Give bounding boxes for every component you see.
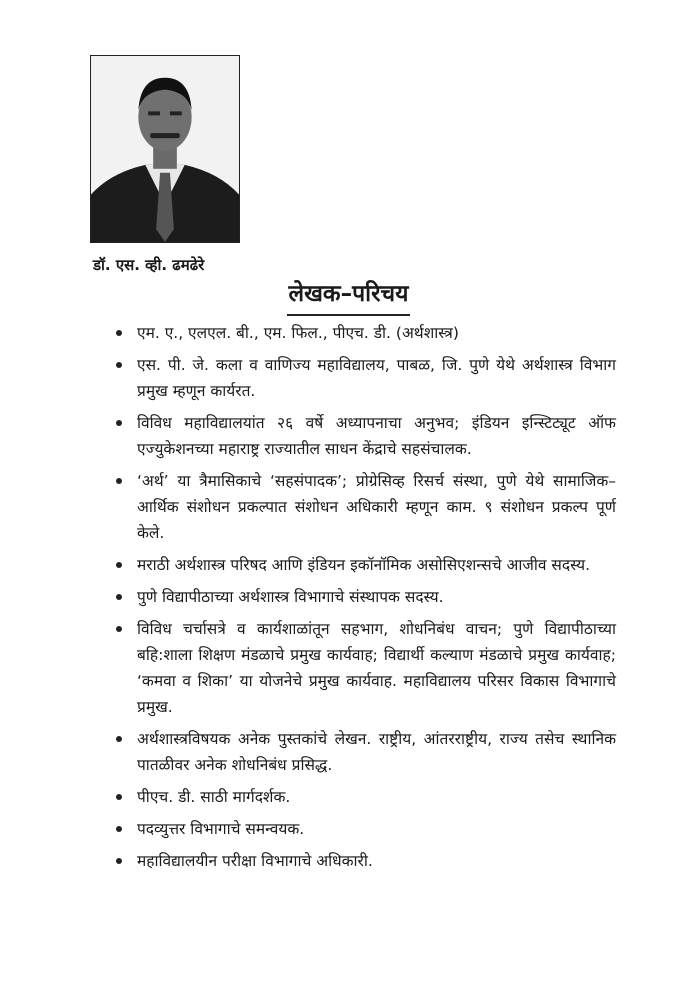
page-title: लेखक–परिचय [0, 276, 699, 316]
list-item: मराठी अर्थशास्त्र परिषद आणि इंडियन इकॉनॉमिक असोसिएशन्सचे आजीव सदस्य. [114, 552, 616, 578]
author-photo [90, 55, 240, 243]
list-item: पुणे विद्यापीठाच्या अर्थशास्त्र विभागाचे संस्थापक सदस्य. [114, 584, 616, 610]
list-item: अर्थशास्त्रविषयक अनेक पुस्तकांचे लेखन. राष्ट्रीय, आंतरराष्ट्रीय, राज्य तसेच स्थानिक पातळीवर अनेक शोधनिबंध प्रसिद्ध. [114, 726, 616, 778]
list-item: विविध चर्चासत्रे व कार्यशाळांतून सहभाग, शोधनिबंध वाचन; पुणे विद्यापीठाच्या बहि:शाला शिक्षण मंडळाचे प्रमुख कार्यवाह; विद्यार्थी कल्याण मंडळाचे प्रमुख कार्यवाह; ‘कमवा व शिका’ या योजनेचे प्रमुख कार्यवाह. महाविद्यालय परिसर विकास विभागाचे प्रमुख. [114, 616, 616, 720]
list-item: एस. पी. जे. कला व वाणिज्य महाविद्यालय, पाबळ, जि. पुणे येथे अर्थशास्त्र विभाग प्रमुख म्हणून कार्यरत. [114, 352, 616, 404]
list-item: ‘अर्थ’ या त्रैमासिकाचे ‘सहसंपादक’; प्रोग्रेसिव्ह रिसर्च संस्था, पुणे येथे सामाजिक–आर्थिक संशोधन प्रकल्पात संशोधन अधिकारी म्हणून काम. ९ संशोधन प्रकल्प पूर्ण केले. [114, 468, 616, 546]
author-bio-list [114, 320, 616, 880]
list-item: एम. ए., एलएल. बी., एम. फिल., पीएच. डी. (अर्थशास्त्र) [114, 320, 616, 346]
list-item: पीएच. डी. साठी मार्गदर्शक. [114, 784, 616, 810]
author-name: डॉ. एस. व्ही. ढमढेरे [93, 256, 205, 274]
list-item: महाविद्यालयीन परीक्षा विभागाचे अधिकारी. [114, 848, 616, 874]
list-item: विविध महाविद्यालयांत २६ वर्षे अध्यापनाचा अनुभव; इंडियन इन्स्टिट्यूट ऑफ एज्युकेशनच्या महाराष्ट्र राज्यातील साधन केंद्राचे सहसंचालक. [114, 410, 616, 462]
list-item: पदव्युत्तर विभागाचे समन्वयक. [114, 816, 616, 842]
